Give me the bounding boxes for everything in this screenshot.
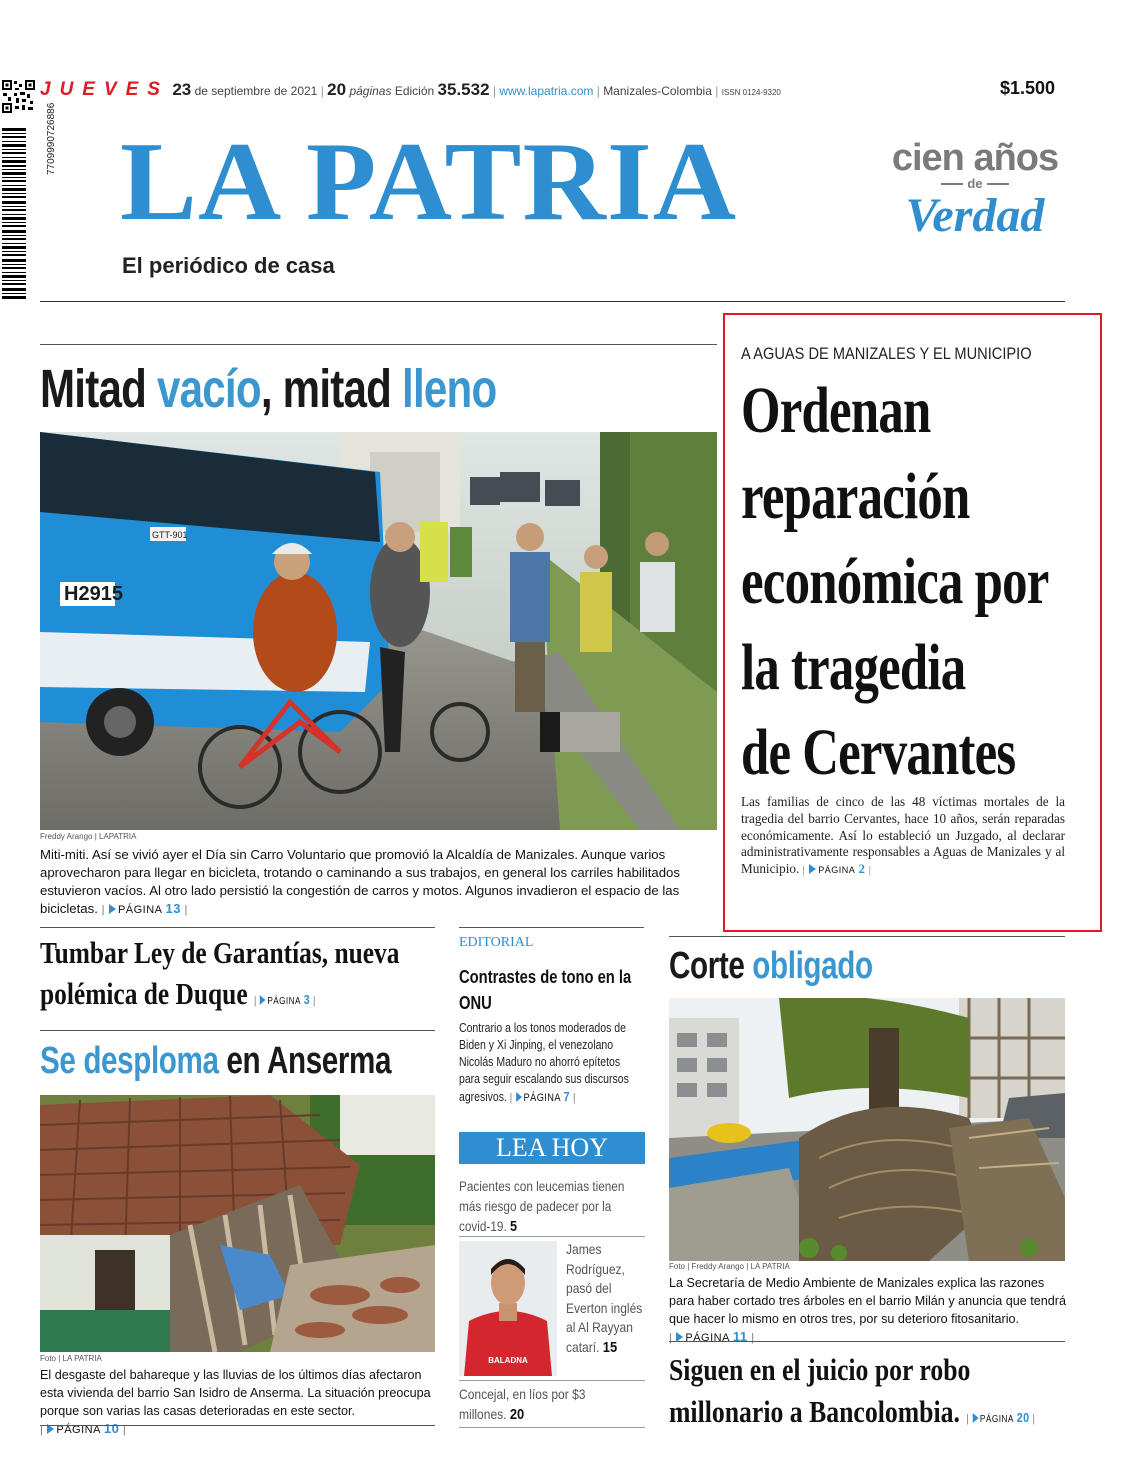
robo-headline[interactable] <box>669 1349 1063 1441</box>
lea-hoy-rule-3 <box>459 1427 645 1428</box>
page-label: PÁGINA <box>685 1332 730 1344</box>
corte-headline-part: Corte <box>669 945 753 987</box>
lead-headline[interactable] <box>40 356 496 422</box>
page-number: 2 <box>858 861 866 877</box>
page-number: 7 <box>563 1089 570 1104</box>
anserma-photo-credit: Foto | LA PATRIA <box>40 1354 102 1363</box>
anniversary-line-1: cien años <box>891 137 1059 179</box>
barcode-number: 7709990726886 <box>46 102 57 175</box>
lead-top-rule <box>40 344 717 345</box>
corte-caption-text: La Secretaría de Medio Ambiente de Manizales explica las razones para haber cortado tres árboles en el barrio Milán y anuncia que tendrá que hacer lo mismo en otros tres, por su deterioro fitosanitario. <box>669 1276 1066 1326</box>
location: Manizales-Colombia <box>603 84 712 98</box>
robo-headline-text: Siguen en el juicio por robo millonario a Bancolombia. <box>669 1352 971 1429</box>
editorial-body <box>459 1020 644 1107</box>
corte-headline-part: obligado <box>752 945 873 987</box>
corte-page-ref[interactable]: | PÁGINA 11 | <box>669 1329 755 1344</box>
anserma-caption <box>40 1366 438 1439</box>
issn: ISSN 0124-9320 <box>721 88 781 97</box>
ley-page-ref[interactable]: | PÁGINA 3 | <box>253 992 316 1007</box>
lead-page-ref[interactable]: | PÁGINA 13 | <box>101 901 188 916</box>
lea-hoy-header: LEA HOY <box>459 1132 645 1164</box>
pages-count: 20 <box>327 80 347 99</box>
price: $1.500 <box>1000 78 1056 98</box>
lead-caption <box>40 846 720 919</box>
section-rule-left-2 <box>40 1030 435 1031</box>
lead-headline-part: lleno <box>402 359 497 419</box>
play-icon <box>260 995 266 1005</box>
lea-hoy-item-text: Concejal, en líos por $3 millones. <box>459 1386 586 1422</box>
edition-number: 35.532 <box>437 80 490 99</box>
lea-hoy-item-page: 20 <box>509 1406 525 1423</box>
lea-hoy-item-text: James Rodríguez, pasó del Everton inglés al Al Rayyan catarí. <box>566 1241 643 1355</box>
lead-headline-part: Mitad <box>40 359 157 419</box>
lead-photo-credit: Freddy Arango | LAPATRIA <box>40 832 137 841</box>
anserma-bottom-rule <box>40 1425 435 1426</box>
page-number: 11 <box>732 1329 748 1344</box>
featured-page-ref[interactable]: | PÁGINA 2 | <box>802 861 872 877</box>
anserma-photo[interactable] <box>40 1095 435 1352</box>
anserma-page-ref[interactable]: | PÁGINA 10 | <box>40 1421 127 1436</box>
lead-headline-part: vacío <box>157 359 261 419</box>
lea-hoy-item-page: 15 <box>602 1338 618 1356</box>
qr-code <box>2 80 35 113</box>
page-label: PÁGINA <box>56 1424 101 1436</box>
anserma-headline[interactable] <box>40 1037 391 1085</box>
corte-caption <box>669 1274 1069 1347</box>
corte-photo[interactable] <box>669 998 1065 1261</box>
lea-hoy-rule-1 <box>459 1236 645 1237</box>
lea-hoy-rule-2 <box>459 1380 645 1381</box>
lea-hoy-item-1[interactable] <box>459 1176 644 1237</box>
featured-headline-line: de Cervantes <box>741 716 1016 789</box>
editorial-section: EDITORIAL <box>459 935 534 950</box>
page-label: PÁGINA <box>523 1092 561 1104</box>
ley-headline-text: Tumbar Ley de Garantías, nueva polémica de Duque <box>40 935 400 1011</box>
play-icon <box>109 904 116 914</box>
play-icon <box>809 864 816 874</box>
section-rule-left <box>40 927 435 928</box>
lead-headline-part: , mitad <box>260 359 403 419</box>
section-rule-right-2 <box>669 1341 1065 1342</box>
page-number: 3 <box>303 992 311 1007</box>
editorial-body-text: Contrario a los tonos moderados de Biden y Xi Jinping, el venezolano Nicolás Maduro no ahorró epítetos para seguir escalando sus discursos agresivos. <box>459 1021 629 1104</box>
james-photo[interactable] <box>459 1241 557 1376</box>
anniversary-line-3: Verdad <box>905 189 1045 242</box>
page-label: PÁGINA <box>267 996 301 1007</box>
section-rule-right <box>669 936 1065 937</box>
anserma-headline-part: Se desploma <box>40 1040 219 1082</box>
play-icon <box>972 1413 978 1423</box>
masthead-rule <box>40 301 1065 302</box>
anserma-caption-text: El desgaste del bahareque y las lluvias de los últimos días afectaron esta vivienda del barrio San Isidro de Anserma. La situación preocupa porque son varias las casas deterioradas en este sector. <box>40 1368 431 1418</box>
date-line: JUEVES 23 de septiembre de 2021 | 20 páginas Edición 35.532 | www.lapatria.com | Manizales-Colombia | ISSN 0124-9320 <box>40 79 781 100</box>
featured-headline-line: reparación <box>741 459 970 533</box>
barcode <box>2 128 32 300</box>
section-rule-mid <box>459 927 644 928</box>
pages-label: páginas <box>349 84 392 98</box>
page-number: 13 <box>165 901 181 916</box>
newspaper-title: LA PATRIA <box>120 120 738 244</box>
ley-headline[interactable] <box>40 932 417 1022</box>
lea-hoy-item-2[interactable] <box>566 1240 643 1358</box>
page-number: 10 <box>103 1421 120 1436</box>
featured-body <box>741 794 1065 879</box>
robo-page-ref[interactable]: | PÁGINA 20 | <box>966 1410 1036 1425</box>
featured-body-text: Las familias de cinco de las 48 víctimas mortales de la tragedia del barrio Cervantes, hace 10 años, serán reparadas económicamente. Así lo estableció un Juzgado, al declarar administrativamente responsables a Aguas de Manizales y al Municipio. <box>741 794 1065 877</box>
page-number: 20 <box>1016 1410 1030 1425</box>
weekday: JUEVES <box>40 79 169 100</box>
lead-caption-text: Miti-miti. Así se vivió ayer el Día sin Carro Voluntario que promovió la Alcaldía de Manizales. Aunque varios aprovecharon para llegar en bicicleta, trotando o caminando a sus trabajos, en general los carriles habilitados estuvieron vacíos. Al otro lado persistió la congestión de carros y motos. Algunos invadieron el espacio de las bicicletas. <box>40 847 680 916</box>
anserma-headline-part: en Anserma <box>218 1040 392 1082</box>
slogan: El periódico de casa <box>122 253 335 278</box>
corte-photo-credit: Foto | Freddy Arango | LA PATRIA <box>669 1262 790 1271</box>
edition-label: Edición <box>394 84 435 98</box>
lea-hoy-item-3[interactable] <box>459 1384 605 1425</box>
day-number: 23 <box>172 80 192 99</box>
shirt-sponsor: BALADNA <box>488 1356 528 1365</box>
play-icon <box>516 1092 522 1102</box>
editorial-page-ref[interactable]: | PÁGINA 7 | <box>509 1089 576 1104</box>
lead-photo[interactable] <box>40 432 717 830</box>
anniversary-line-2: de <box>967 176 983 191</box>
page-label: PÁGINA <box>979 1414 1014 1425</box>
featured-headline-line: económica por <box>741 545 1049 618</box>
page-label: PÁGINA <box>117 904 162 916</box>
editorial-title[interactable]: Contrastes de tono en la ONU <box>459 967 632 1013</box>
featured-headline-line: Ordenan <box>741 374 931 447</box>
anniversary-logo <box>880 138 1070 248</box>
bus-plate: H2915 <box>64 583 123 605</box>
featured-kicker: A AGUAS DE MANIZALES Y EL MUNICIPIO <box>741 344 1032 363</box>
page-label: PÁGINA <box>818 865 856 876</box>
bus-tag: GTT-901 <box>152 530 188 540</box>
lea-hoy-item-page: 5 <box>509 1218 517 1235</box>
featured-headline[interactable] <box>741 368 1064 796</box>
featured-headline-line: la tragedia <box>741 630 966 704</box>
corte-headline[interactable] <box>669 942 873 990</box>
lea-hoy-item-text: Pacientes con leucemias tienen más riesgo de padecer por la covid-19. <box>459 1178 625 1234</box>
website-link[interactable]: www.lapatria.com <box>499 84 594 98</box>
date-text: de septiembre de 2021 <box>194 84 318 98</box>
